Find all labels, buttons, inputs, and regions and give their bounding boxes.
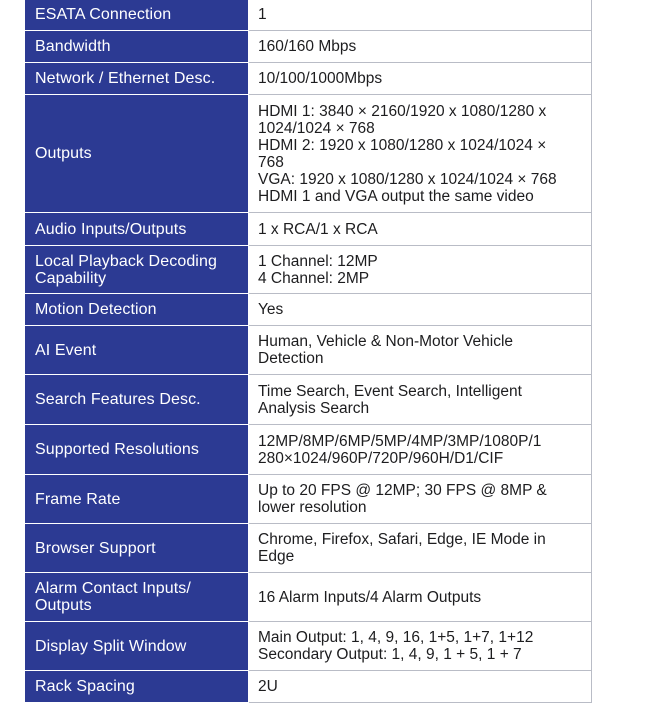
table-row (26, 31, 592, 63)
row-label: ESATA Connection (26, 0, 249, 31)
row-label: Network / Ethernet Desc. (26, 63, 249, 95)
row-label: Rack Spacing (26, 671, 249, 703)
row-value: HDMI 1: 3840 × 2160/1920 x 1080/1280 x 1024/1024 × 768 HDMI 2: 1920 x 1080/1280 x 1024/1024 × 768 VGA: 1920 x 1080/1280 x 1024/1024 × 768 HDMI 1 and VGA output the same video (249, 95, 592, 213)
row-value: 1 x RCA/1 x RCA (249, 213, 592, 246)
row-value: 160/160 Mbps (249, 31, 592, 63)
row-value: Chrome, Firefox, Safari, Edge, IE Mode in Edge (249, 524, 592, 573)
table-row (26, 622, 592, 671)
table-row (26, 294, 592, 326)
table-row (26, 573, 592, 622)
row-value: 1 (249, 0, 592, 31)
table-row (26, 425, 592, 475)
row-value: Human, Vehicle & Non-Motor Vehicle Detection (249, 326, 592, 375)
row-value: 16 Alarm Inputs/4 Alarm Outputs (249, 573, 592, 622)
row-label: Display Split Window (26, 622, 249, 671)
row-label: Outputs (26, 95, 249, 213)
row-label: Bandwidth (26, 31, 249, 63)
spec-table (25, 0, 592, 703)
row-label: AI Event (26, 326, 249, 375)
row-value: 1 Channel: 12MP 4 Channel: 2MP (249, 246, 592, 294)
table-row (26, 63, 592, 95)
table-row (26, 326, 592, 375)
row-value: Time Search, Event Search, Intelligent Analysis Search (249, 375, 592, 425)
row-label: Motion Detection (26, 294, 249, 326)
row-value: 10/100/1000Mbps (249, 63, 592, 95)
row-value: 12MP/8MP/6MP/5MP/4MP/3MP/1080P/1 280×1024/960P/720P/960H/D1/CIF (249, 425, 592, 475)
table-row (26, 671, 592, 703)
table-row (26, 375, 592, 425)
row-value: 2U (249, 671, 592, 703)
table-row (26, 213, 592, 246)
table-row (26, 475, 592, 524)
table-row (26, 524, 592, 573)
row-label: Audio Inputs/Outputs (26, 213, 249, 246)
row-label: Alarm Contact Inputs/ Outputs (26, 573, 249, 622)
row-value: Main Output: 1, 4, 9, 16, 1+5, 1+7, 1+12 Secondary Output: 1, 4, 9, 1 + 5, 1 + 7 (249, 622, 592, 671)
table-row (26, 95, 592, 213)
table-row (26, 0, 592, 31)
row-label: Frame Rate (26, 475, 249, 524)
row-label: Search Features Desc. (26, 375, 249, 425)
row-label: Supported Resolutions (26, 425, 249, 475)
row-value: Up to 20 FPS @ 12MP; 30 FPS @ 8MP & lower resolution (249, 475, 592, 524)
row-label: Local Playback Decoding Capability (26, 246, 249, 294)
table-row (26, 246, 592, 294)
row-value: Yes (249, 294, 592, 326)
row-label: Browser Support (26, 524, 249, 573)
